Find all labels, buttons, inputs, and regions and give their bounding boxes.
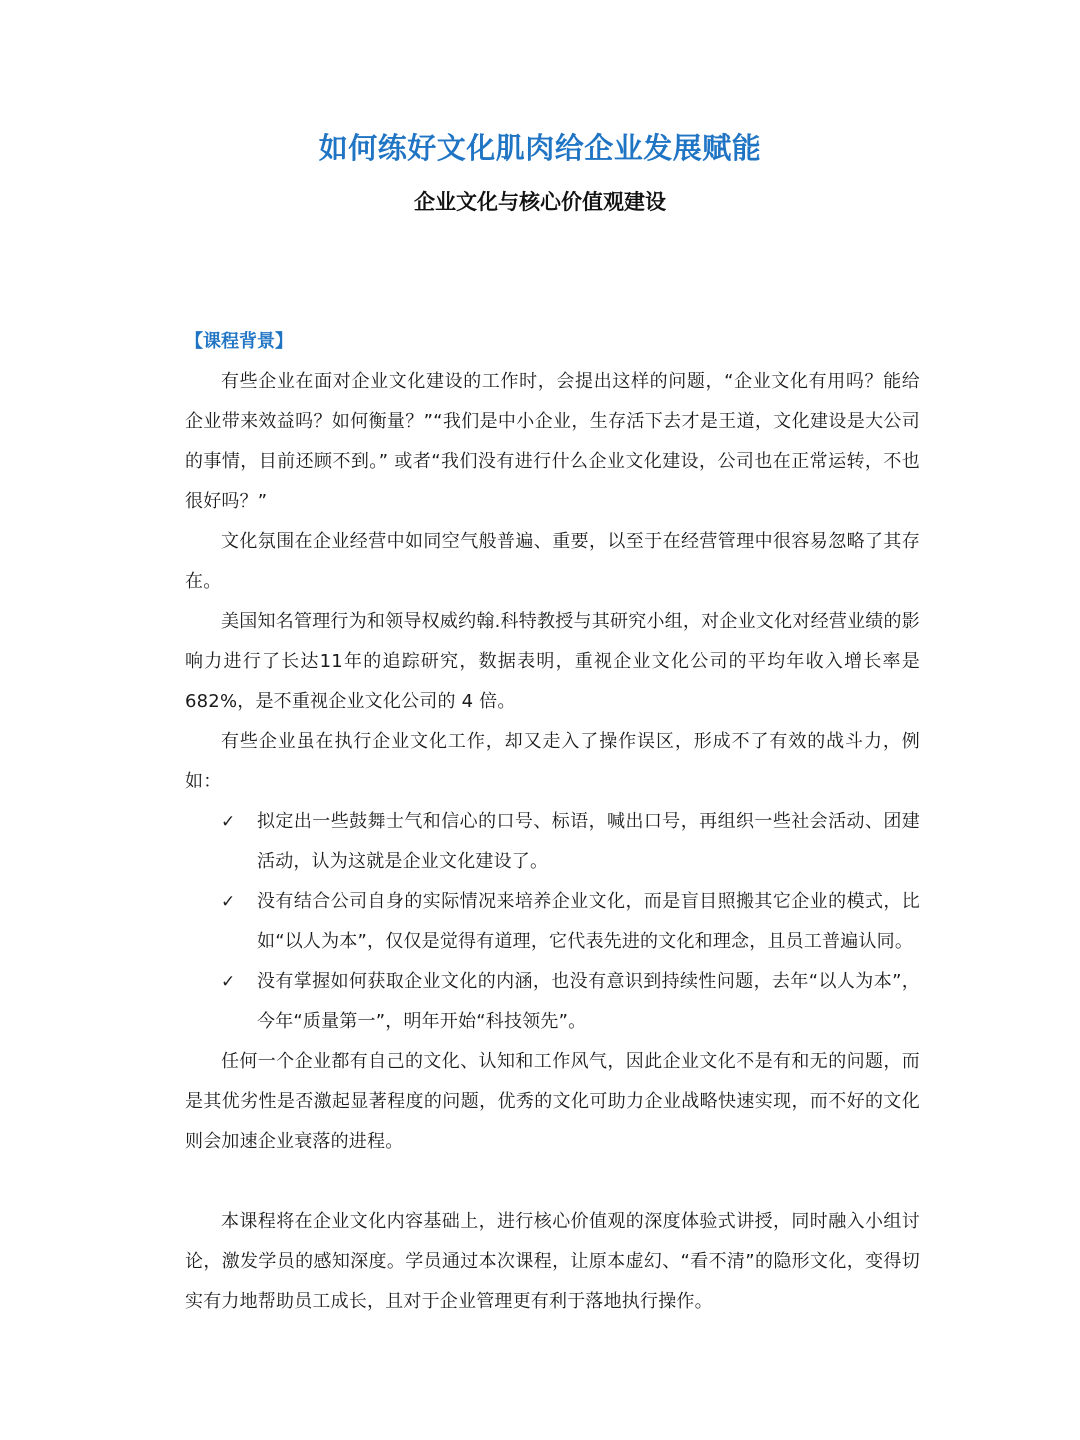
paragraph-atmosphere: 文化氛围在企业经营中如同空气般普遍、重要，以至于在经营管理中很容易忽略了其存在。 <box>185 531 920 592</box>
paragraph-spacer <box>185 1162 920 1202</box>
checklist-item <box>185 962 920 1042</box>
course-background-section <box>185 322 920 1322</box>
checklist-item-text: 拟定出一些鼓舞士气和信心的口号、标语，喊出口号，再组织一些社会活动、团建活动，认为这就是企业文化建设了。 <box>257 811 920 872</box>
paragraph-research: 美国知名管理行为和领导权威约翰.科特教授与其研究小组，对企业文化对经营业绩的影响力进行了长达11年的追踪研究，数据表明，重视企业文化公司的平均年收入增长率是682%，是不重视企业文化公司的 4 倍。 <box>185 611 920 712</box>
checklist-item-text: 没有结合公司自身的实际情况来培养企业文化，而是盲目照搬其它企业的模式，比如“以人为本”，仅仅是觉得有道理，它代表先进的文化和理念，且员工普遍认同。 <box>257 891 920 952</box>
check-icon: ✓ <box>221 892 236 912</box>
document-subtitle: 企业文化与核心价值观建设 <box>414 190 666 214</box>
checklist-item <box>185 802 920 882</box>
paragraph-misconceptions: 有些企业虽在执行企业文化工作，却又走入了操作误区，形成不了有效的战斗力，例如： <box>185 731 920 792</box>
checklist-item-text: 没有掌握如何获取企业文化的内涵，也没有意识到持续性问题，去年“以人为本”，今年“质量第一”，明年开始“科技领先”。 <box>257 971 920 1032</box>
check-icon: ✓ <box>221 972 236 992</box>
misconception-checklist <box>185 802 920 1042</box>
paragraph-conclusion: 任何一个企业都有自己的文化、认知和工作风气，因此企业文化不是有和无的问题，而是其优劣性是否激起显著程度的问题，优秀的文化可助力企业战略快速实现，而不好的文化则会加速企业衰落的进程。 <box>185 1051 920 1152</box>
check-icon: ✓ <box>221 812 236 832</box>
paragraph-course-intro: 本课程将在企业文化内容基础上，进行核心价值观的深度体验式讲授，同时融入小组讨论，激发学员的感知深度。学员通过本次课程，让原本虚幻、“看不清”的隐形文化，变得切实有力地帮助员工成长，且对于企业管理更有利于落地执行操作。 <box>185 1211 920 1312</box>
document-title: 如何练好文化肌肉给企业发展赋能 <box>318 131 762 165</box>
section-heading: 【课程背景】 <box>185 331 293 352</box>
paragraph-questions: 有些企业在面对企业文化建设的工作时，会提出这样的问题，“企业文化有用吗？能给企业带来效益吗？如何衡量？”“我们是中小企业，生存活下去才是王道，文化建设是大公司的事情，目前还顾不到。” 或者“我们没有进行什么企业文化建设，公司也在正常运转，不也很好吗？” <box>185 371 920 512</box>
checklist-item <box>185 882 920 962</box>
